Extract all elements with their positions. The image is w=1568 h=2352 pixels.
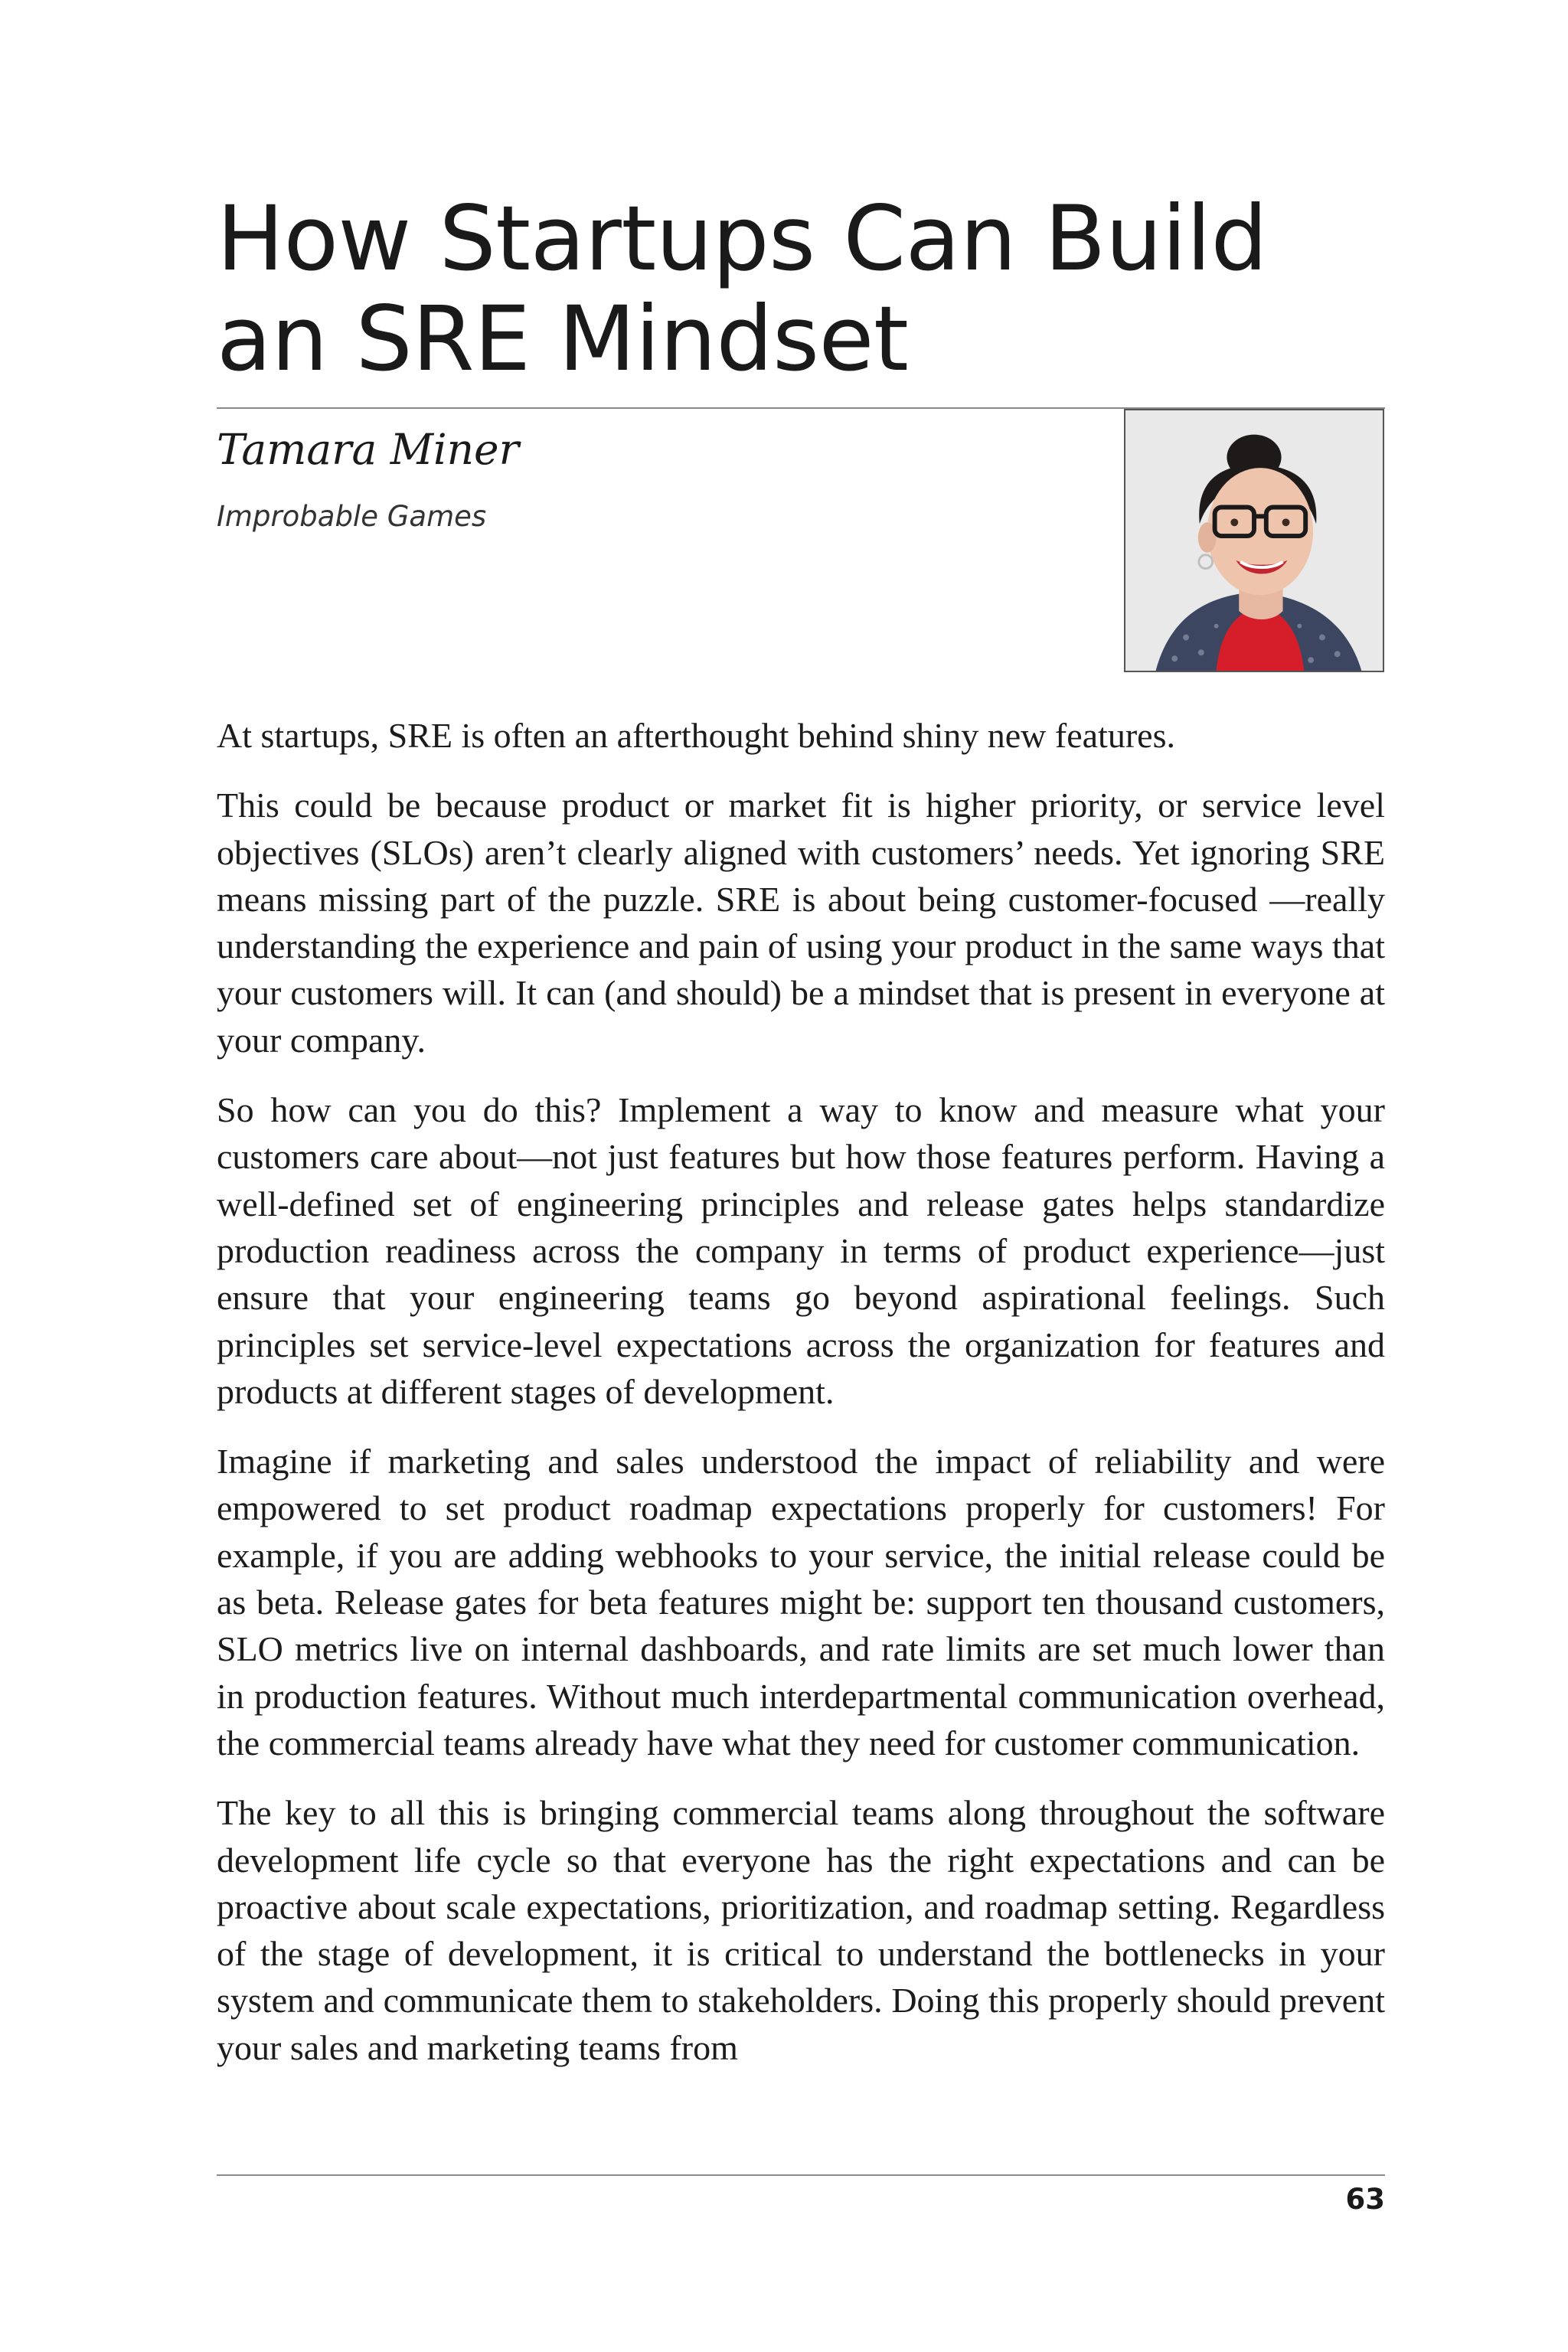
- paragraph: At startups, SRE is often an afterthought behind shiny new features.: [217, 716, 1175, 755]
- author-name: Tamara Miner: [217, 425, 519, 474]
- chapter-body: [217, 712, 1385, 2094]
- author-portrait-icon: [1125, 410, 1383, 671]
- author-portrait: [1124, 409, 1384, 672]
- author-affiliation: Improbable Games: [217, 500, 487, 533]
- chapter-title-line-2: an SRE Mindset: [217, 286, 909, 391]
- paragraph: This could be because product or market fit is higher priority, or service level objectives (SLOs) aren’t clearly aligned with customers’ needs. Yet ignoring SRE means missing part of the puzzle. SRE is about being customer-focused —really understanding the experience and pain of using your product in the same ways that your customers will. It can (and should) be a mindset that is present in everyone at your company.: [217, 786, 1385, 1060]
- chapter-title-line-1: How Startups Can Build: [217, 186, 1268, 291]
- page-number: 63: [1345, 2183, 1385, 2216]
- chapter-title: [217, 188, 1442, 389]
- paragraph: Imagine if marketing and sales understood the impact of reliability and were empowered to set product roadmap expectations properly for customers! For example, if you are adding webhooks to your service, the initial release could be as beta. Release gates for beta features might be: support ten thousand customers, SLO metrics live on internal dashboards, and rate limits are set much lower than in production features. Without much interdepartmental communication overhead, the commercial teams already have what they need for customer communication.: [217, 1442, 1385, 1762]
- paragraph: The key to all this is bringing commercial teams along throughout the software development life cycle so that everyone has the right expectations and can be proactive about scale expectations, prioritization, and roadmap setting. Regardless of the stage of development, it is critical to understand the bottlenecks in your system and communicate them to stakeholders. Doing this properly should prevent your sales and marketing teams from: [217, 1793, 1385, 2067]
- paragraph: So how can you do this? Implement a way to know and measure what your customers care about—not just features but how those features perform. Having a well-defined set of engineering principles and release gates helps standardize production readiness across the company in terms of product experience—just ensure that your engineering teams go beyond aspirational feelings. Such principles set service-level expectations across the organization for features and products at different stages of development.: [217, 1090, 1385, 1411]
- footer-divider: [217, 2174, 1385, 2176]
